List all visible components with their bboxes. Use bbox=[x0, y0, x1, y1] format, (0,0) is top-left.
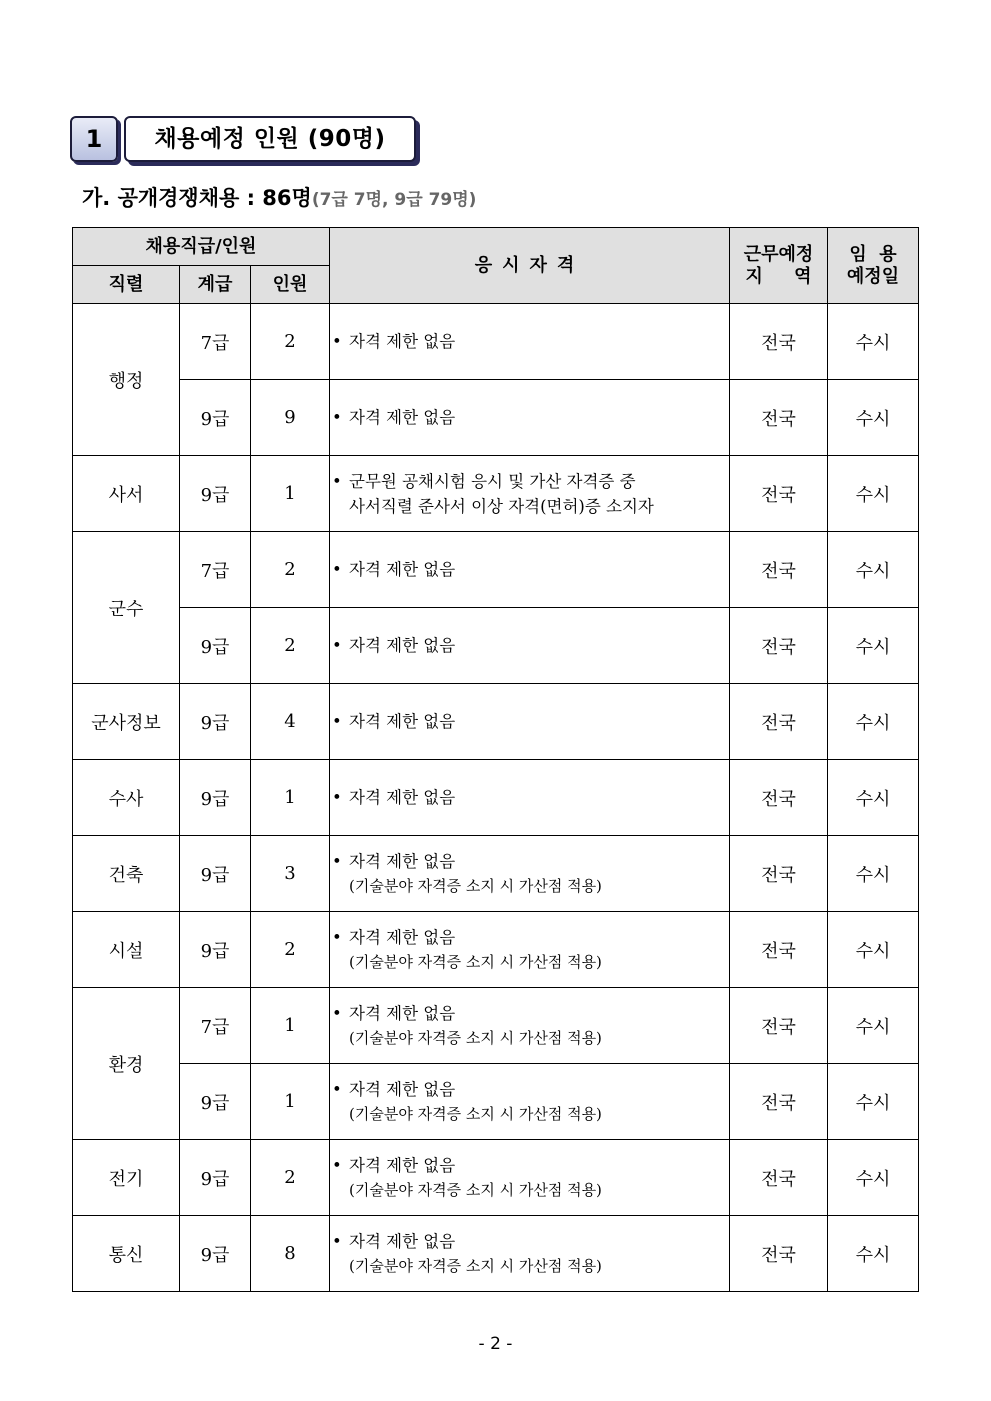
section-number: 1 bbox=[70, 116, 118, 162]
bullet-icon: • bbox=[332, 636, 342, 655]
table-row bbox=[73, 304, 919, 380]
location-cell: 전국 bbox=[730, 836, 828, 912]
subheading-detail: (7급 7명, 9급 79명) bbox=[311, 190, 477, 210]
qualification-cell bbox=[330, 304, 730, 380]
date-cell: 수시 bbox=[828, 836, 919, 912]
bullet-icon: • bbox=[332, 1079, 342, 1099]
grade-cell: 9급 bbox=[180, 1140, 251, 1216]
date-cell: 수시 bbox=[828, 304, 919, 380]
header-series: 직렬 bbox=[73, 266, 180, 304]
qualification-text: 자격 제한 없음 bbox=[349, 1003, 456, 1023]
series-cell: 수사 bbox=[73, 760, 180, 836]
count-cell: 2 bbox=[251, 1140, 330, 1216]
header-location: 근무예정 지 역 bbox=[730, 228, 828, 304]
grade-cell: 9급 bbox=[180, 1064, 251, 1140]
series-cell: 행정 bbox=[73, 304, 180, 456]
series-cell: 군사정보 bbox=[73, 684, 180, 760]
location-cell: 전국 bbox=[730, 1216, 828, 1292]
qualification-text: 자격 제한 없음 bbox=[349, 788, 456, 807]
qualification-text: 자격 제한 없음 bbox=[349, 927, 456, 947]
date-cell: 수시 bbox=[828, 760, 919, 836]
table-row bbox=[73, 684, 919, 760]
location-cell: 전국 bbox=[730, 380, 828, 456]
date-cell: 수시 bbox=[828, 1140, 919, 1216]
table-row bbox=[73, 1140, 919, 1216]
qualification-cell bbox=[330, 1140, 730, 1216]
qualification-note: (기술분야 자격증 소지 시 가산점 적용) bbox=[349, 1028, 602, 1047]
subheading bbox=[82, 182, 476, 212]
qualification-text: 자격 제한 없음 bbox=[349, 1155, 456, 1175]
grade-cell: 7급 bbox=[180, 532, 251, 608]
qualification-text-cont: 사서직렬 준사서 이상 자격(면허)증 소지자 bbox=[349, 496, 654, 516]
qualification-text: 자격 제한 없음 bbox=[349, 1231, 456, 1251]
grade-cell: 7급 bbox=[180, 988, 251, 1064]
bullet-icon: • bbox=[332, 1231, 342, 1251]
bullet-icon: • bbox=[332, 1003, 342, 1023]
series-cell: 사서 bbox=[73, 456, 180, 532]
bullet-icon: • bbox=[332, 927, 342, 947]
count-cell: 8 bbox=[251, 1216, 330, 1292]
location-cell: 전국 bbox=[730, 684, 828, 760]
count-cell: 4 bbox=[251, 684, 330, 760]
location-cell: 전국 bbox=[730, 456, 828, 532]
date-cell: 수시 bbox=[828, 988, 919, 1064]
date-cell: 수시 bbox=[828, 532, 919, 608]
qualification-text: 자격 제한 없음 bbox=[349, 636, 456, 655]
series-cell: 환경 bbox=[73, 988, 180, 1140]
qualification-note: (기술분야 자격증 소지 시 가산점 적용) bbox=[349, 876, 602, 895]
qualification-text: 자격 제한 없음 bbox=[349, 851, 456, 871]
location-cell: 전국 bbox=[730, 1064, 828, 1140]
qualification-cell bbox=[330, 684, 730, 760]
qualification-note: (기술분야 자격증 소지 시 가산점 적용) bbox=[349, 1256, 602, 1275]
header-qualification: 응시자격 bbox=[330, 228, 730, 304]
grade-cell: 9급 bbox=[180, 912, 251, 988]
bullet-icon: • bbox=[332, 332, 342, 351]
count-cell: 9 bbox=[251, 380, 330, 456]
count-cell: 1 bbox=[251, 1064, 330, 1140]
location-cell: 전국 bbox=[730, 760, 828, 836]
qualification-text: 군무원 공채시험 응시 및 가산 자격증 중 bbox=[349, 471, 636, 491]
count-cell: 2 bbox=[251, 608, 330, 684]
recruitment-table bbox=[72, 227, 919, 1292]
qualification-cell bbox=[330, 836, 730, 912]
table-row bbox=[73, 456, 919, 532]
location-cell: 전국 bbox=[730, 532, 828, 608]
series-cell: 통신 bbox=[73, 1216, 180, 1292]
table-row bbox=[73, 1216, 919, 1292]
table-row bbox=[73, 380, 919, 456]
section-title: 채용예정 인원 (90명) bbox=[124, 116, 416, 162]
qualification-text: 자격 제한 없음 bbox=[349, 1079, 456, 1099]
qualification-cell bbox=[330, 760, 730, 836]
bullet-icon: • bbox=[332, 1155, 342, 1175]
table-row bbox=[73, 532, 919, 608]
qualification-note: (기술분야 자격증 소지 시 가산점 적용) bbox=[349, 952, 602, 971]
bullet-icon: • bbox=[332, 471, 342, 491]
bullet-icon: • bbox=[332, 408, 342, 427]
series-cell: 시설 bbox=[73, 912, 180, 988]
qualification-cell bbox=[330, 1064, 730, 1140]
count-cell: 2 bbox=[251, 532, 330, 608]
qualification-note: (기술분야 자격증 소지 시 가산점 적용) bbox=[349, 1104, 602, 1123]
table-row bbox=[73, 608, 919, 684]
bullet-icon: • bbox=[332, 851, 342, 871]
date-cell: 수시 bbox=[828, 1064, 919, 1140]
table-row bbox=[73, 836, 919, 912]
table-body bbox=[73, 304, 919, 1292]
series-cell: 군수 bbox=[73, 532, 180, 684]
subheading-main: 가. 공개경쟁채용 : 86명 bbox=[82, 186, 312, 210]
count-cell: 1 bbox=[251, 988, 330, 1064]
qualification-cell bbox=[330, 532, 730, 608]
location-cell: 전국 bbox=[730, 988, 828, 1064]
date-cell: 수시 bbox=[828, 912, 919, 988]
date-cell: 수시 bbox=[828, 380, 919, 456]
grade-cell: 9급 bbox=[180, 684, 251, 760]
location-cell: 전국 bbox=[730, 608, 828, 684]
table-row bbox=[73, 912, 919, 988]
location-cell: 전국 bbox=[730, 304, 828, 380]
grade-cell: 7급 bbox=[180, 304, 251, 380]
header-grade: 계급 bbox=[180, 266, 251, 304]
qualification-text: 자격 제한 없음 bbox=[349, 408, 456, 427]
qualification-cell bbox=[330, 608, 730, 684]
series-cell: 건축 bbox=[73, 836, 180, 912]
count-cell: 3 bbox=[251, 836, 330, 912]
date-cell: 수시 bbox=[828, 1216, 919, 1292]
count-cell: 1 bbox=[251, 760, 330, 836]
location-cell: 전국 bbox=[730, 1140, 828, 1216]
count-cell: 2 bbox=[251, 304, 330, 380]
grade-cell: 9급 bbox=[180, 836, 251, 912]
series-cell: 전기 bbox=[73, 1140, 180, 1216]
qualification-cell bbox=[330, 912, 730, 988]
grade-cell: 9급 bbox=[180, 608, 251, 684]
qualification-cell bbox=[330, 456, 730, 532]
qualification-note: (기술분야 자격증 소지 시 가산점 적용) bbox=[349, 1180, 602, 1199]
bullet-icon: • bbox=[332, 712, 342, 731]
grade-cell: 9급 bbox=[180, 456, 251, 532]
qualification-text: 자격 제한 없음 bbox=[349, 332, 456, 351]
page-number: - 2 - bbox=[478, 1334, 513, 1354]
count-cell: 2 bbox=[251, 912, 330, 988]
qualification-cell bbox=[330, 380, 730, 456]
qualification-text: 자격 제한 없음 bbox=[349, 712, 456, 731]
date-cell: 수시 bbox=[828, 684, 919, 760]
header-date: 임 용 예정일 bbox=[828, 228, 919, 304]
qualification-cell bbox=[330, 988, 730, 1064]
grade-cell: 9급 bbox=[180, 380, 251, 456]
header-group: 채용직급/인원 bbox=[73, 228, 330, 266]
table-row bbox=[73, 988, 919, 1064]
date-cell: 수시 bbox=[828, 608, 919, 684]
count-cell: 1 bbox=[251, 456, 330, 532]
grade-cell: 9급 bbox=[180, 1216, 251, 1292]
grade-cell: 9급 bbox=[180, 760, 251, 836]
location-cell: 전국 bbox=[730, 912, 828, 988]
table-row bbox=[73, 1064, 919, 1140]
date-cell: 수시 bbox=[828, 456, 919, 532]
header-count: 인원 bbox=[251, 266, 330, 304]
bullet-icon: • bbox=[332, 788, 342, 807]
qualification-cell bbox=[330, 1216, 730, 1292]
table-row bbox=[73, 760, 919, 836]
bullet-icon: • bbox=[332, 560, 342, 579]
qualification-text: 자격 제한 없음 bbox=[349, 560, 456, 579]
